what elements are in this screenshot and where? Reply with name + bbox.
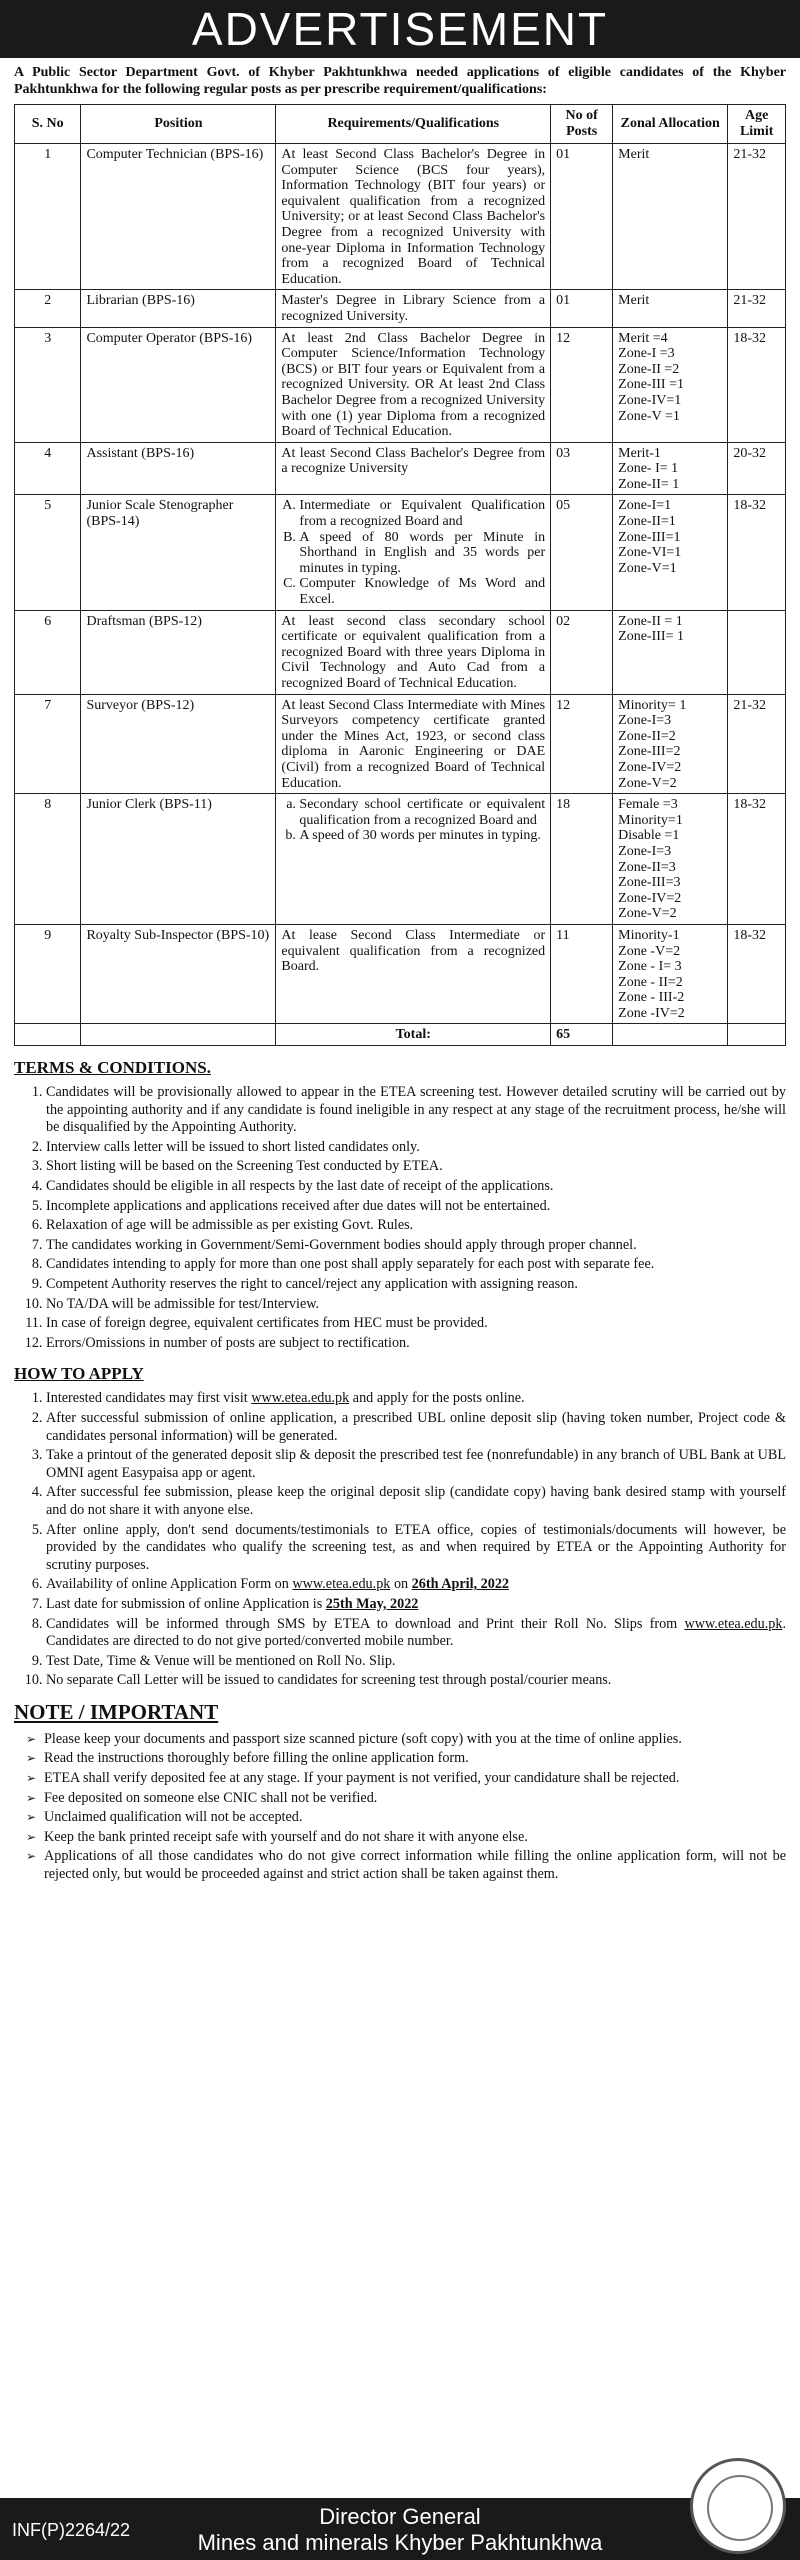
- cell-requirements: At least Second Class Intermediate with Mines Surveyors competency certificate granted under the Mines Act, 1923, or second class diploma in Aaronic Engineering or DAE (Civil) from a recognized Board of Technical Education.: [276, 694, 551, 794]
- how-to-apply-list: [14, 1390, 786, 1690]
- footer-bar: [0, 2498, 800, 2560]
- cell-position: Junior Scale Stenographer (BPS-14): [81, 495, 276, 610]
- posts-table-body: [15, 144, 786, 1024]
- how-to-item: [46, 1576, 786, 1594]
- zone-entry: Zone-II = 1: [618, 613, 683, 629]
- requirement-item: a. Secondary school certificate or equivalent qualification from a recognized Board and: [299, 797, 545, 828]
- zone-entry: Zone-II=1: [618, 514, 676, 530]
- zone-entry: Zone-V=1: [618, 560, 677, 576]
- zone-entry: Zone-II=2: [618, 728, 676, 744]
- zone-entry: Zone-V=2: [618, 906, 677, 922]
- cell-position: Computer Technician (BPS-16): [81, 144, 276, 290]
- note-item: ➢ Fee deposited on someone else CNIC shall not be verified.: [44, 1790, 786, 1808]
- term-item: 9. Competent Authority reserves the right to cancel/reject any application with assigning reason.: [46, 1276, 786, 1294]
- cell-age: 18-32: [728, 924, 786, 1024]
- zone-entry: Merit: [618, 293, 650, 309]
- zone-entry: Zone -IV=2: [618, 1005, 685, 1021]
- cell-position: Draftsman (BPS-12): [81, 610, 276, 694]
- term-item: 1. Candidates will be provisionally allowed to appear in the ETEA screening test. However detailed scrutiny will be carried out by the appointing authority and if any candidate is found ineligible in any respect at any stage of the recruitment process, he/she will be disqualified by the Appointing Authority.: [46, 1084, 786, 1137]
- term-item: 2. Interview calls letter will be issued to short listed candidates only.: [46, 1139, 786, 1157]
- zone-entry: Zone-III= 1: [618, 629, 684, 645]
- etea-link[interactable]: www.etea.edu.pk: [251, 1390, 350, 1407]
- zone-entry: Zone - I= 3: [618, 959, 682, 975]
- term-item: 12. Errors/Omissions in number of posts are subject to rectification.: [46, 1335, 786, 1353]
- open-date: 26th April, 2022: [411, 1576, 510, 1593]
- terms-list: [14, 1084, 786, 1352]
- cell-position: Surveyor (BPS-12): [81, 694, 276, 794]
- zone-entry: Zone-I =3: [618, 346, 675, 362]
- header-age: Age Limit: [728, 105, 786, 144]
- requirement-item: A. Intermediate or Equivalent Qualification from a recognized Board and: [299, 498, 545, 529]
- term-item: 4. Candidates should be eligible in all respects by the last date of receipt of the applications.: [46, 1178, 786, 1196]
- cell-zonal: [613, 610, 728, 694]
- table-row: [15, 442, 786, 495]
- zone-entry: Disable =1: [618, 828, 680, 844]
- cell-posts: 01: [551, 290, 613, 327]
- zone-entry: Zone- I= 1: [618, 461, 679, 477]
- header-sno: S. No: [15, 105, 81, 144]
- requirement-item: C. Computer Knowledge of Ms Word and Excel.: [299, 576, 545, 607]
- cell-sno: 8: [15, 794, 81, 925]
- cell-age: 21-32: [728, 290, 786, 327]
- cell-requirements: At least second class secondary school certificate or equivalent qualification from a recognized Board with three years Diploma in Civil Technology and Auto Cad from a recognized Board of Technical Education.: [276, 610, 551, 694]
- advertisement-title: ADVERTISEMENT: [0, 0, 800, 58]
- cell-posts: 03: [551, 442, 613, 495]
- how-to-text: . Candidates are directed to do not give ported/converted mobile number.: [46, 1615, 786, 1650]
- cell-sno: 6: [15, 610, 81, 694]
- cell-sno: 7: [15, 694, 81, 794]
- cell-posts: 11: [551, 924, 613, 1024]
- table-row: [15, 290, 786, 327]
- cell-sno: 3: [15, 327, 81, 442]
- cell-position: Computer Operator (BPS-16): [81, 327, 276, 442]
- how-to-text: Candidates will be informed through SMS by ETEA to download and Print their Roll No. Slips from: [46, 1615, 685, 1632]
- cell-posts: 12: [551, 327, 613, 442]
- term-item: 8. Candidates intending to apply for more than one post shall apply separately for each post with separate fee.: [46, 1256, 786, 1274]
- requirement-item: B. A speed of 80 words per Minute in Shorthand in English and 35 words per minutes in typing.: [299, 530, 545, 577]
- cell-sno: 2: [15, 290, 81, 327]
- cell-sno: 5: [15, 495, 81, 610]
- authority-line-2: Mines and minerals Khyber Pakhtunkhwa: [197, 2530, 603, 2555]
- zone-entry: Zone-II=3: [618, 859, 676, 875]
- cell-position: Librarian (BPS-16): [81, 290, 276, 327]
- zone-entry: Zone-III=3: [618, 875, 681, 891]
- zone-entry: Zone-IV=2: [618, 759, 682, 775]
- cell-age: 21-32: [728, 694, 786, 794]
- zone-entry: Zone-VI=1: [618, 545, 682, 561]
- etea-link[interactable]: www.etea.edu.pk: [292, 1576, 391, 1593]
- how-to-item: 2. After successful submission of online application, a prescribed UBL online deposit slip (having token number, Project code & candidates personal information) will be generated.: [46, 1410, 786, 1445]
- cell-age: 21-32: [728, 144, 786, 290]
- cell-age: 18-32: [728, 495, 786, 610]
- note-item: ➢ Unclaimed qualification will not be accepted.: [44, 1809, 786, 1827]
- cell-zonal: [613, 327, 728, 442]
- cell-requirements: Master's Degree in Library Science from a recognized University.: [276, 290, 551, 327]
- table-row: [15, 794, 786, 925]
- cell-requirements: [276, 495, 551, 610]
- total-label: Total:: [276, 1024, 551, 1046]
- how-to-text: Last date for submission of online Application is: [46, 1595, 326, 1612]
- zone-entry: Merit-1: [618, 445, 661, 461]
- cell-position: Junior Clerk (BPS-11): [81, 794, 276, 925]
- zone-entry: Zone-I=1: [618, 498, 672, 514]
- note-item: ➢ Keep the bank printed receipt safe with yourself and do not share it with anyone else.: [44, 1829, 786, 1847]
- cell-requirements: At lease Second Class Intermediate or equivalent qualification from a recognized Board.: [276, 924, 551, 1024]
- cell-zonal: [613, 924, 728, 1024]
- note-item: ➢ Read the instructions thoroughly before filling the online application form.: [44, 1750, 786, 1768]
- cell-position: Assistant (BPS-16): [81, 442, 276, 495]
- cell-posts: 01: [551, 144, 613, 290]
- table-row: [15, 144, 786, 290]
- posts-table: [14, 104, 786, 1046]
- zone-entry: Zone-V =1: [618, 408, 680, 424]
- cell-zonal: [613, 290, 728, 327]
- note-item: ➢ Please keep your documents and passport size scanned picture (soft copy) with you at the time of online applies.: [44, 1731, 786, 1749]
- zone-entry: Zone-II= 1: [618, 476, 680, 492]
- note-heading: NOTE / IMPORTANT: [14, 1699, 219, 1724]
- how-to-item: 3. Take a printout of the generated deposit slip & deposit the prescribed test fee (nonrefundable) in any branch of UBL Bank at UBL OMNI agent Easypaisa app or agent.: [46, 1447, 786, 1482]
- issuing-authority: [150, 2504, 650, 2556]
- term-item: 5. Incomplete applications and applications received after due dates will not be entertained.: [46, 1198, 786, 1216]
- requirement-list: [281, 498, 545, 607]
- cell-age: 20-32: [728, 442, 786, 495]
- header-zonal: Zonal Allocation: [613, 105, 728, 144]
- zone-entry: Merit: [618, 147, 650, 162]
- requirement-item: b. A speed of 30 words per minutes in typing.: [299, 828, 545, 844]
- zone-entry: Minority= 1: [618, 697, 687, 713]
- how-to-item: 10. No separate Call Letter will be issued to candidates for screening test through postal/courier means.: [46, 1672, 786, 1690]
- table-header-row: [15, 105, 786, 144]
- term-item: 3. Short listing will be based on the Screening Test conducted by ETEA.: [46, 1158, 786, 1176]
- zone-entry: Zone-I=3: [618, 713, 672, 729]
- how-to-text: on: [390, 1576, 412, 1593]
- table-row: [15, 694, 786, 794]
- zone-entry: Zone-I=3: [618, 843, 672, 859]
- cell-zonal: [613, 144, 728, 290]
- table-row: [15, 495, 786, 610]
- total-row: [15, 1024, 786, 1046]
- zone-entry: Zone-IV=1: [618, 392, 682, 408]
- cell-posts: 02: [551, 610, 613, 694]
- note-item: ➢ ETEA shall verify deposited fee at any stage. If your payment is not verified, your candidature shall be rejected.: [44, 1770, 786, 1788]
- how-to-item: 5. After online apply, don't send documents/testimonials to ETEA office, copies of testimonials/documents will however, be provided by the candidates who qualify the screening test, as and when required by ETEA or the Appointing Authority for scrutiny purposes.: [46, 1522, 786, 1575]
- zone-entry: Minority=1: [618, 812, 683, 828]
- cell-position: Royalty Sub-Inspector (BPS-10): [81, 924, 276, 1024]
- cell-sno: 1: [15, 144, 81, 290]
- cell-zonal: [613, 495, 728, 610]
- requirement-list: [281, 797, 545, 844]
- terms-heading: TERMS & CONDITIONS.: [14, 1058, 211, 1078]
- close-date: 25th May, 2022: [325, 1595, 419, 1612]
- zone-entry: Zone-III =1: [618, 377, 684, 393]
- how-to-apply-heading: HOW TO APPLY: [14, 1364, 144, 1384]
- cell-posts: 05: [551, 495, 613, 610]
- term-item: 10. No TA/DA will be admissible for test/Interview.: [46, 1296, 786, 1314]
- header-posts: No of Posts: [551, 105, 613, 144]
- etea-link[interactable]: www.etea.edu.pk: [684, 1615, 783, 1632]
- how-to-text: Interested candidates may first visit: [46, 1390, 252, 1407]
- cell-requirements: [276, 794, 551, 925]
- zone-entry: Minority-1: [618, 927, 680, 943]
- seal-logo: [690, 2458, 786, 2554]
- cell-requirements: At least Second Class Bachelor's Degree from a recognize University: [276, 442, 551, 495]
- cell-posts: 18: [551, 794, 613, 925]
- zone-entry: Zone-V=2: [618, 775, 677, 791]
- cell-sno: 4: [15, 442, 81, 495]
- table-row: [15, 327, 786, 442]
- term-item: 6. Relaxation of age will be admissible as per existing Govt. Rules.: [46, 1217, 786, 1235]
- reference-number: INF(P)2264/22: [12, 2520, 131, 2540]
- how-to-text: Availability of online Application Form on: [46, 1576, 293, 1593]
- cell-age: 18-32: [728, 794, 786, 925]
- notes-list: [14, 1731, 786, 1884]
- zone-entry: Zone - II=2: [618, 974, 683, 990]
- cell-zonal: [613, 694, 728, 794]
- zone-entry: Zone-III=2: [618, 744, 681, 760]
- zone-entry: Zone-II =2: [618, 361, 680, 377]
- cell-age: 18-32: [728, 327, 786, 442]
- how-to-item: 4. After successful fee submission, please keep the original deposit slip (candidate copy) having bank desired stamp with yourself and do not share it with anyone else.: [46, 1484, 786, 1519]
- cell-requirements: At least 2nd Class Bachelor Degree in Computer Science/Information Technology (BCS) or BIT four years or Equivalent from a recognized University. OR At least 2nd Class Bachelor Degree from a recognized University with one (1) year Diploma from a recognized Board of Technical Education.: [276, 327, 551, 442]
- how-to-item: [46, 1596, 786, 1614]
- how-to-text: and apply for the posts online.: [349, 1390, 525, 1407]
- zone-entry: Zone - III-2: [618, 990, 685, 1006]
- intro-paragraph: A Public Sector Department Govt. of Khyber Pakhtunkhwa needed applications of eligible candidates of the Khyber Pakhtunkhwa for the following regular posts as per prescribe requirement/qualifications:: [14, 65, 786, 97]
- authority-line-1: Director General: [319, 2504, 481, 2529]
- cell-age: [728, 610, 786, 694]
- zone-entry: Zone -V=2: [618, 943, 681, 959]
- zone-entry: Female =3: [618, 797, 678, 813]
- cell-posts: 12: [551, 694, 613, 794]
- note-item: ➢ Applications of all those candidates who do not give correct information while filling the online application form, will not be rejected only, but would be proceeded against and strict action shall be taken against them.: [44, 1848, 786, 1883]
- total-value: 65: [551, 1024, 613, 1046]
- zone-entry: Zone-III=1: [618, 529, 681, 545]
- zone-entry: Merit =4: [618, 330, 668, 346]
- table-row: [15, 610, 786, 694]
- header-position: Position: [81, 105, 276, 144]
- cell-zonal: [613, 794, 728, 925]
- table-row: [15, 924, 786, 1024]
- term-item: 7. The candidates working in Government/Semi-Government bodies should apply through proper channel.: [46, 1237, 786, 1255]
- zone-entry: Zone-IV=2: [618, 890, 682, 906]
- seal-inner-ring: [707, 2475, 773, 2541]
- cell-zonal: [613, 442, 728, 495]
- header-requirements: Requirements/Qualifications: [276, 105, 551, 144]
- how-to-item: [46, 1390, 786, 1408]
- cell-sno: 9: [15, 924, 81, 1024]
- cell-requirements: At least Second Class Bachelor's Degree in Computer Science (BCS four years), Information Technology (BIT four years) or equivalent qualification from a recognized University; or at least Second Class Bachelor's Degree from a recognized University with one-year Diploma in Information Technology from a recognized Board of Technical Education.: [276, 144, 551, 290]
- term-item: 11. In case of foreign degree, equivalent certificates from HEC must be provided.: [46, 1315, 786, 1333]
- how-to-item: [46, 1616, 786, 1651]
- how-to-item: 9. Test Date, Time & Venue will be mentioned on Roll No. Slip.: [46, 1653, 786, 1671]
